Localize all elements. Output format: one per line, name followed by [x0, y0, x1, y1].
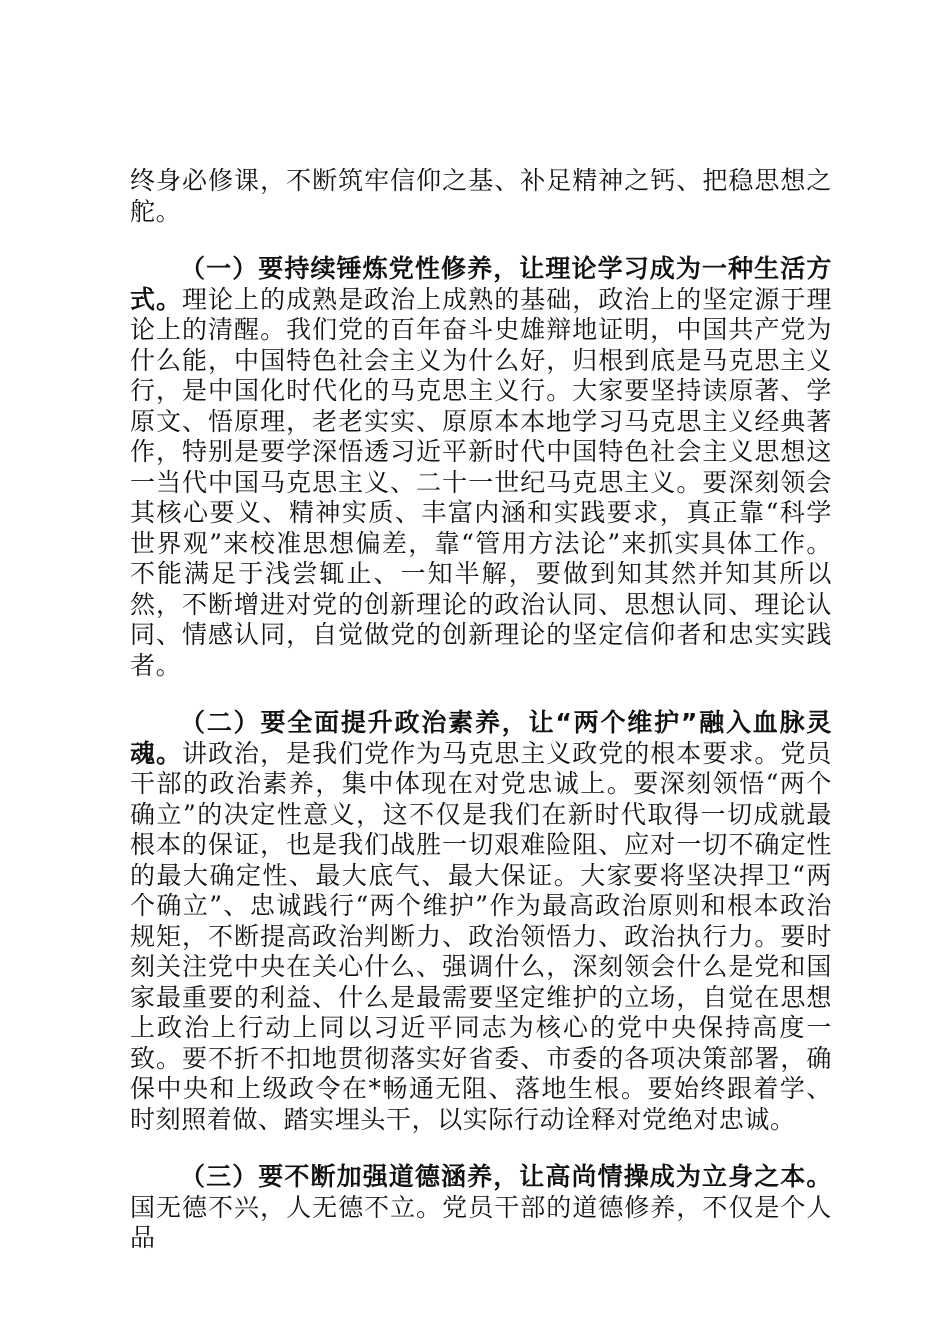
- paragraph-body: 国无德不兴，人无德不立。党员干部的道德修养，不仅是个人品: [130, 1192, 832, 1252]
- paragraph-body: 终身必修课，不断筑牢信仰之基、补足精神之钙、把稳思想之舵。: [130, 166, 832, 226]
- paragraph-section-3: [130, 1162, 832, 1254]
- document-page: [130, 166, 832, 1254]
- paragraph-body: 讲政治，是我们党作为马克思主义政党的根本要求。党员干部的政治素养，集中体现在对党忠诚上。要深刻领悟“两个确立”的决定性意义，这不仅是我们在新时代取得一切成就最根本的保证，也是我们战胜一切艰难险阻、应对一切不确定性的最大确定性、最大底气、最大保证。大家要将坚决捍卫“两个确立”、忠诚践行“两个维护”作为最高政治原则和根本政治规矩，不断提高政治判断力、政治领悟力、政治执行力。要时刻关注党中央在关心什么、强调什么，深刻领会什么是党和国家最重要的利益、什么是最需要坚定维护的立场，自觉在思想上政治上行动上同以习近平同志为核心的党中央保持高度一致。要不折不扣地贯彻落实好省委、市委的各项决策部署，确保中央和上级政令在*畅通无阻、落地生根。要始终跟着学、时刻照着做、踏实埋头干，以实际行动诠释对党绝对忠诚。: [130, 738, 832, 1134]
- section-heading: （一）要持续锤炼党性修养，让理论学习成为一种生活方式。: [130, 254, 832, 314]
- paragraph-section-1: [130, 254, 832, 681]
- section-heading: （二）要全面提升政治素养，让“两个维护”融入血脉灵魂。: [130, 708, 832, 768]
- section-heading: （三）要不断加强道德涵养，让高尚情操成为立身之本。: [180, 1162, 832, 1191]
- paragraph-section-2: [130, 708, 832, 1135]
- paragraph-body: 理论上的成熟是政治上成熟的基础，政治上的坚定源于理论上的清醒。我们党的百年奋斗史雄辩地证明，中国共产党为什么能，中国特色社会主义为什么好，归根到底是马克思主义行，是中国化时代化的马克思主义行。大家要坚持读原著、学原文、悟原理，老老实实、原原本本地学习马克思主义经典著作，特别是要学深悟透习近平新时代中国特色社会主义思想这一当代中国马克思主义、二十一世纪马克思主义。要深刻领会其核心要义、精神实质、丰富内涵和实践要求，真正靠“科学世界观”来校准思想偏差，靠“管用方法论”来抓实具体工作。不能满足于浅尝辄止、一知半解，要做到知其然并知其所以然，不断增进对党的创新理论的政治认同、思想认同、理论认同、情感认同，自觉做党的创新理论的坚定信仰者和忠实实践者。: [130, 284, 832, 680]
- paragraph-continuation: [130, 166, 832, 227]
